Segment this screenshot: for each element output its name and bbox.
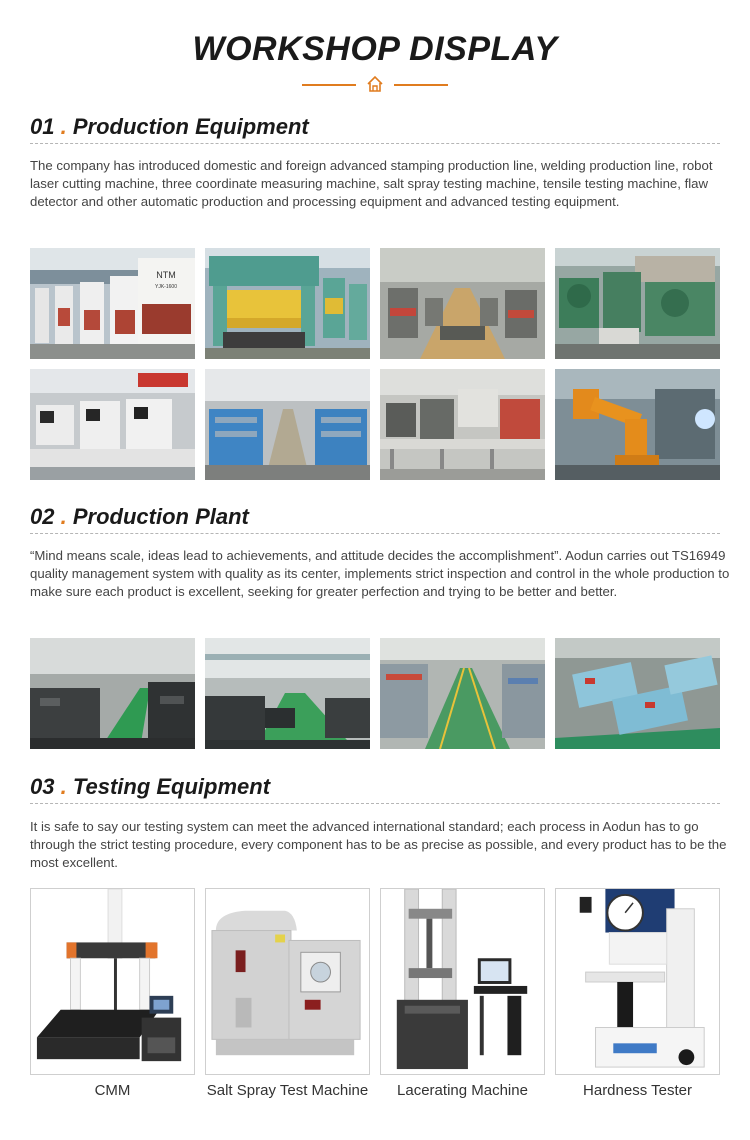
section-number: 01 <box>30 114 55 139</box>
section-heading-testing-equipment <box>30 774 720 804</box>
photo-welding-robot <box>555 369 720 480</box>
page-title: WORKSHOP DISPLAY <box>192 30 558 68</box>
section-dot: . <box>60 504 67 529</box>
title-divider-left <box>302 84 356 86</box>
title-divider-right <box>394 84 448 86</box>
press-label: NTM <box>156 270 176 280</box>
section-title: Production Equipment <box>72 114 309 139</box>
photo-fixtures <box>555 638 720 749</box>
photo-tensile-machine <box>380 888 545 1075</box>
section-heading-production-equipment <box>30 114 720 144</box>
photo-press-line <box>30 248 195 359</box>
section-description: “Mind means scale, ideas lead to achievements, and attitude decides the accomplishment”. Aodun carries out TS16949 quality management system with quality as its center, implements strict inspection and control in the whole production to make sure each product is excellent, seeking for greater perfection and trying to be better and better. <box>30 548 730 599</box>
section-heading-production-plant <box>30 504 720 534</box>
section-number: 02 <box>30 504 55 529</box>
caption-cmm: CMM <box>94 1082 131 1099</box>
section-dot: . <box>60 114 67 139</box>
photo-welding-line <box>380 248 545 359</box>
photo-laser-cutting <box>30 369 195 480</box>
caption-salt-spray: Salt Spray Test Machine <box>206 1082 369 1099</box>
photo-plant-aisle <box>380 638 545 749</box>
photo-hardness-tester <box>555 888 720 1075</box>
section-description: The company has introduced domestic and foreign advanced stamping production line, welding production line, robot laser cutting machine, three coordinate measuring machine, salt spray testing machine, tensile testing machine, flaw detector and other automatic production and processing equipment and advanced testing equipment. <box>30 158 713 209</box>
title-decoration <box>0 74 750 96</box>
section-title: Production Plant <box>72 504 249 529</box>
section-dot: . <box>60 774 67 799</box>
photo-plant-floor-1 <box>30 638 195 749</box>
caption-lacerating-machine: Lacerating Machine <box>397 1082 528 1099</box>
photo-assembly-hall <box>205 369 370 480</box>
house-icon <box>365 74 385 94</box>
section-description: It is safe to say our testing system can meet the advanced international standard; each process in Aodun has to go through the strict testing procedure, every component has to be as precise as possible, and every product has to be the most excellent. <box>30 819 727 870</box>
press-model: YJK-1600 <box>155 284 177 290</box>
photo-cmm <box>30 888 195 1075</box>
photo-salt-spray-machine <box>205 888 370 1075</box>
section-title: Testing Equipment <box>72 774 271 799</box>
section-number: 03 <box>30 774 55 799</box>
photo-press-machines <box>555 248 720 359</box>
photo-plant-floor-2 <box>205 638 370 749</box>
caption-hardness-tester: Hardness Tester <box>583 1082 692 1099</box>
photo-hydraulic-press <box>205 248 370 359</box>
photo-welding-stations <box>380 369 545 480</box>
